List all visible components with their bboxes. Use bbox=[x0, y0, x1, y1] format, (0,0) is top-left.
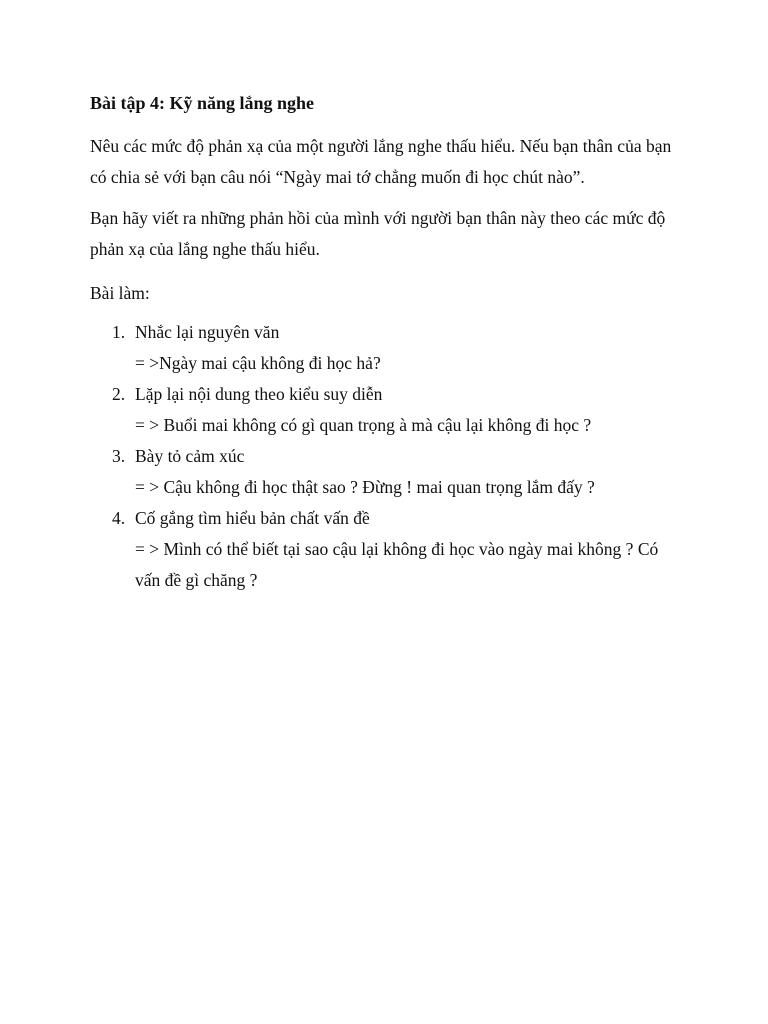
list-item-number: 3. bbox=[112, 446, 126, 466]
instruction-paragraph: Bạn hãy viết ra những phản hồi của mình với người bạn thân này theo các mức độ phản xạ của lắng nghe thấu hiểu. bbox=[90, 208, 666, 259]
document-title: Bài tập 4: Kỹ năng lắng nghe bbox=[90, 93, 315, 113]
list-item-number: 2. bbox=[112, 384, 126, 404]
list-item-answer: = >Ngày mai cậu không đi học hả? bbox=[135, 353, 381, 373]
answer-heading: Bài làm: bbox=[90, 283, 150, 303]
list-item-answer: = > Buổi mai không có gì quan trọng à mà cậu lại không đi học ? bbox=[135, 415, 592, 435]
list-item-label: Bày tỏ cảm xúc bbox=[135, 446, 245, 466]
list-item-number: 4. bbox=[112, 508, 126, 528]
list-item-label: Lặp lại nội dung theo kiểu suy diễn bbox=[135, 384, 383, 404]
list-item-answer: = > Mình có thể biết tại sao cậu lại không đi học vào ngày mai không ? Có vấn đề gì chăng ? bbox=[135, 539, 659, 590]
list-item-number: 1. bbox=[112, 322, 126, 342]
list-item-label: Nhắc lại nguyên văn bbox=[135, 322, 280, 342]
question-paragraph: Nêu các mức độ phản xạ của một người lắng nghe thấu hiểu. Nếu bạn thân của bạn có chia sẻ với bạn câu nói “Ngày mai tớ chẳng muốn đi học chút nào”. bbox=[90, 136, 672, 187]
list-item-label: Cố gắng tìm hiểu bản chất vấn đề bbox=[135, 508, 370, 528]
list-item-answer: = > Cậu không đi học thật sao ? Đừng ! mai quan trọng lắm đấy ? bbox=[135, 477, 595, 497]
